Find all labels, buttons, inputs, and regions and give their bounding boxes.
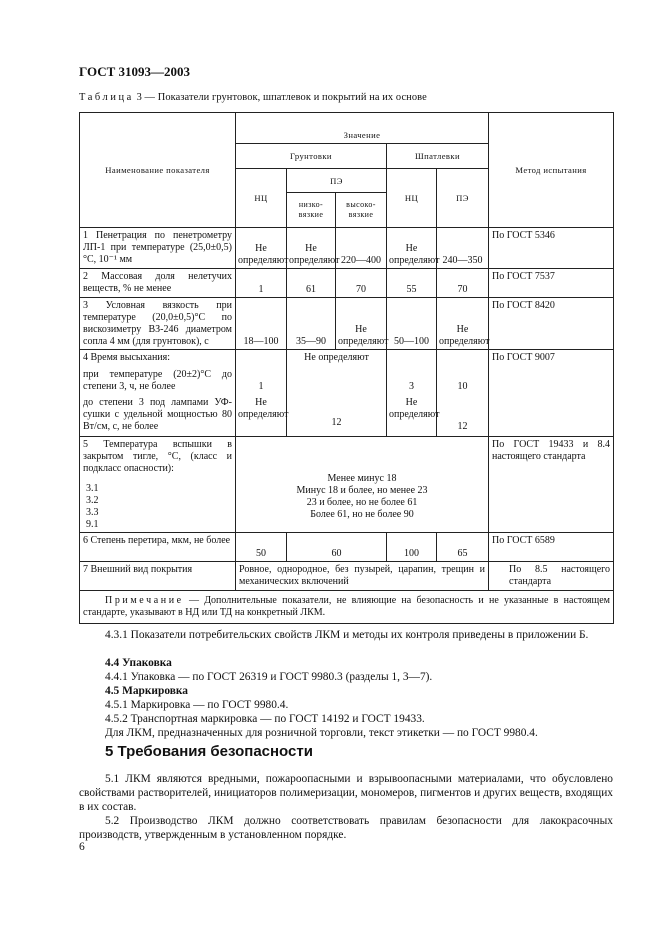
table-row [80,437,614,533]
row-7-value: Ровное, однородное, без пузырей, царапин, трещин и механических включений [236,562,489,591]
table-caption-text: 3 — Показатели грунтовок, шпатлевок и покрытий на их основе [136,92,427,103]
row-4-name [80,350,236,437]
header-putty-pe: ПЭ [437,169,489,228]
row-2-putty-pe: 70 [437,269,489,298]
header-value: Значение [236,113,489,144]
table-row [80,562,614,591]
table-row [80,298,614,350]
row-7-method: По 8.5 настоящего стандарта [489,562,614,591]
row-4-putty-pe [437,350,489,437]
row-6-putty-pe: 65 [437,533,489,562]
row-5-class-2: 3.2 [86,495,99,506]
header-primers: Грунтовки [236,144,387,169]
row-6-putty-nc: 100 [387,533,437,562]
row-2-primer-nc: 1 [236,269,287,298]
row-4-span-value: Не определяют [304,352,369,363]
table-caption [79,92,427,103]
section-5-title: 5 Требования безопасности [105,743,313,760]
row-4-sub2-putty-nc: Не определяют [389,397,440,420]
note-text: — Дополнительные показатели, не влияющие на безопасность и не указанные в настоящем стандарте, указывают в НД или ТД на конкретный ЛКМ. [83,595,611,618]
table-row [80,269,614,298]
table-caption-label: Таблица [79,92,134,103]
row-5-value-1: Менее минус 18 [327,473,397,484]
row-4-sub2-primer-nc: Не определяют [238,397,289,420]
row-2-putty-nc: 55 [387,269,437,298]
row-6-method: По ГОСТ 6589 [489,533,614,562]
row-5-class-4: 9.1 [86,519,99,530]
row-4-sub1-primer-nc: 1 [258,381,264,392]
paragraph-4-4-1: 4.4.1 Упаковка — по ГОСТ 26319 и ГОСТ 9980.3 (разделы 1, 3—7). [105,671,433,683]
row-4-sub2-primer-pe: 12 [331,417,342,428]
row-5-class-1: 3.1 [86,483,99,494]
row-3-name: 3 Условная вязкость при температуре (20,0±0,5)°С по вискозиметру ВЗ-246 диаметром сопла 4 мм (для грунтовок), с [80,298,236,350]
header-indicator: Наименование показателя [80,113,236,228]
row-2-name: 2 Массовая доля нелетучих веществ, % не менее [80,269,236,298]
row-7-name: 7 Внешний вид покрытия [80,562,236,591]
row-2-method: По ГОСТ 7537 [489,269,614,298]
row-1-putty-pe: 240—350 [437,228,489,269]
row-5-title: 5 Температура вспышки в закрытом тигле, °С, (класс и подкласс опасности): [83,439,232,474]
header-high-viscosity: высоко-вязкие [336,193,387,228]
header-primer-pe: ПЭ [287,169,387,193]
row-1-primer-pe-high: 220—400 [336,228,387,269]
page-number: 6 [79,841,85,853]
paragraph-4-3-1: 4.3.1 Показатели потребительских свойств ЛКМ и методы их контроля приведены в приложении Б. [105,629,589,641]
row-3-primer-pe-low: 35—90 [287,298,336,350]
header-low-viscosity: низко-вязкие [287,193,336,228]
row-4-sub1-putty-nc: 3 [409,381,414,392]
document-header: ГОСТ 31093—2003 [79,64,191,79]
row-4-sub1-putty-pe: 10 [457,381,468,392]
row-4-sub1-name: при температуре (20±2)°С до степени 3, ч, не более [83,369,232,392]
table-note [80,591,614,624]
table-note-row [80,591,614,624]
row-1-primer-nc: Не определяют [236,228,287,269]
row-2-primer-pe-low: 61 [287,269,336,298]
row-4-sub2-putty-pe: 12 [457,421,468,432]
row-5-method: По ГОСТ 19433 и 8.4 настоящего стандарта [489,437,614,533]
table-row [80,350,614,437]
row-5-value-3: 23 и более, но не более 61 [306,497,418,508]
row-3-primer-pe-high: Не определяют [336,298,387,350]
row-1-method: По ГОСТ 5346 [489,228,614,269]
row-6-primer-pe: 60 [287,533,387,562]
heading-4-5: 4.5 Маркировка [105,685,188,697]
row-5-name [80,437,236,533]
row-3-putty-pe: Не определяют [437,298,489,350]
header-method: Метод испытания [489,113,614,228]
paragraph-5-2: 5.2 Производство ЛКМ должно соответствовать правилам безопасности для лакокрасочных производств, утвержденным в установленном порядке. [79,815,613,842]
row-1-primer-pe-low: Не определяют [287,228,336,269]
row-3-method: По ГОСТ 8420 [489,298,614,350]
paragraph-4-5-1: 4.5.1 Маркировка — по ГОСТ 9980.4. [105,699,289,711]
row-4-method: По ГОСТ 9007 [489,350,614,437]
header-putties: Шпатлевки [387,144,489,169]
row-5-class-3: 3.3 [86,507,99,518]
row-4-putty-nc [387,350,440,437]
row-4-primer-nc [236,350,287,437]
row-5-values [236,437,489,533]
row-1-name: 1 Пенетрация по пенетрометру ЛП-1 при температуре (25,0±0,5)°С, 10⁻¹ мм [80,228,236,269]
row-4-primer-pe [287,350,387,437]
row-3-putty-nc: 50—100 [387,298,437,350]
table-row [80,533,614,562]
heading-4-4: 4.4 Упаковка [105,657,172,669]
table-row [80,228,614,269]
row-1-putty-nc: Не определяют [387,228,437,269]
row-5-value-4: Более 61, но не более 90 [310,509,414,520]
row-6-name: 6 Степень перетира, мкм, не более [80,533,236,562]
paragraph-5-1: 5.1 ЛКМ являются вредными, пожароопасными и взрывоопасными материалами, что обусловлено свойствами растворителей, инициаторов полимеризации, мономеров, пигментов и других веществ, входящих в их состав. [79,773,613,814]
header-primer-nc: НЦ [236,169,287,228]
row-3-primer-nc: 18—100 [236,298,287,350]
paragraph-4-5-2-retail: Для ЛКМ, предназначенных для розничной торговли, текст этикетки — по ГОСТ 9980.4. [105,727,538,739]
row-4-sub2-name: до степени 3 под лампами УФ-сушки с удельной мощностью 80 Вт/см, с, не более [83,397,232,432]
indicators-table [79,112,614,624]
paragraph-4-5-2: 4.5.2 Транспортная маркировка — по ГОСТ 14192 и ГОСТ 19433. [105,713,425,725]
row-4-title: 4 Время высыхания: [83,352,171,363]
row-6-primer-nc: 50 [236,533,287,562]
note-label: Примечание [105,595,184,606]
row-5-value-2: Минус 18 и более, но менее 23 [296,485,428,496]
row-2-primer-pe-high: 70 [336,269,387,298]
header-putty-nc: НЦ [387,169,437,228]
